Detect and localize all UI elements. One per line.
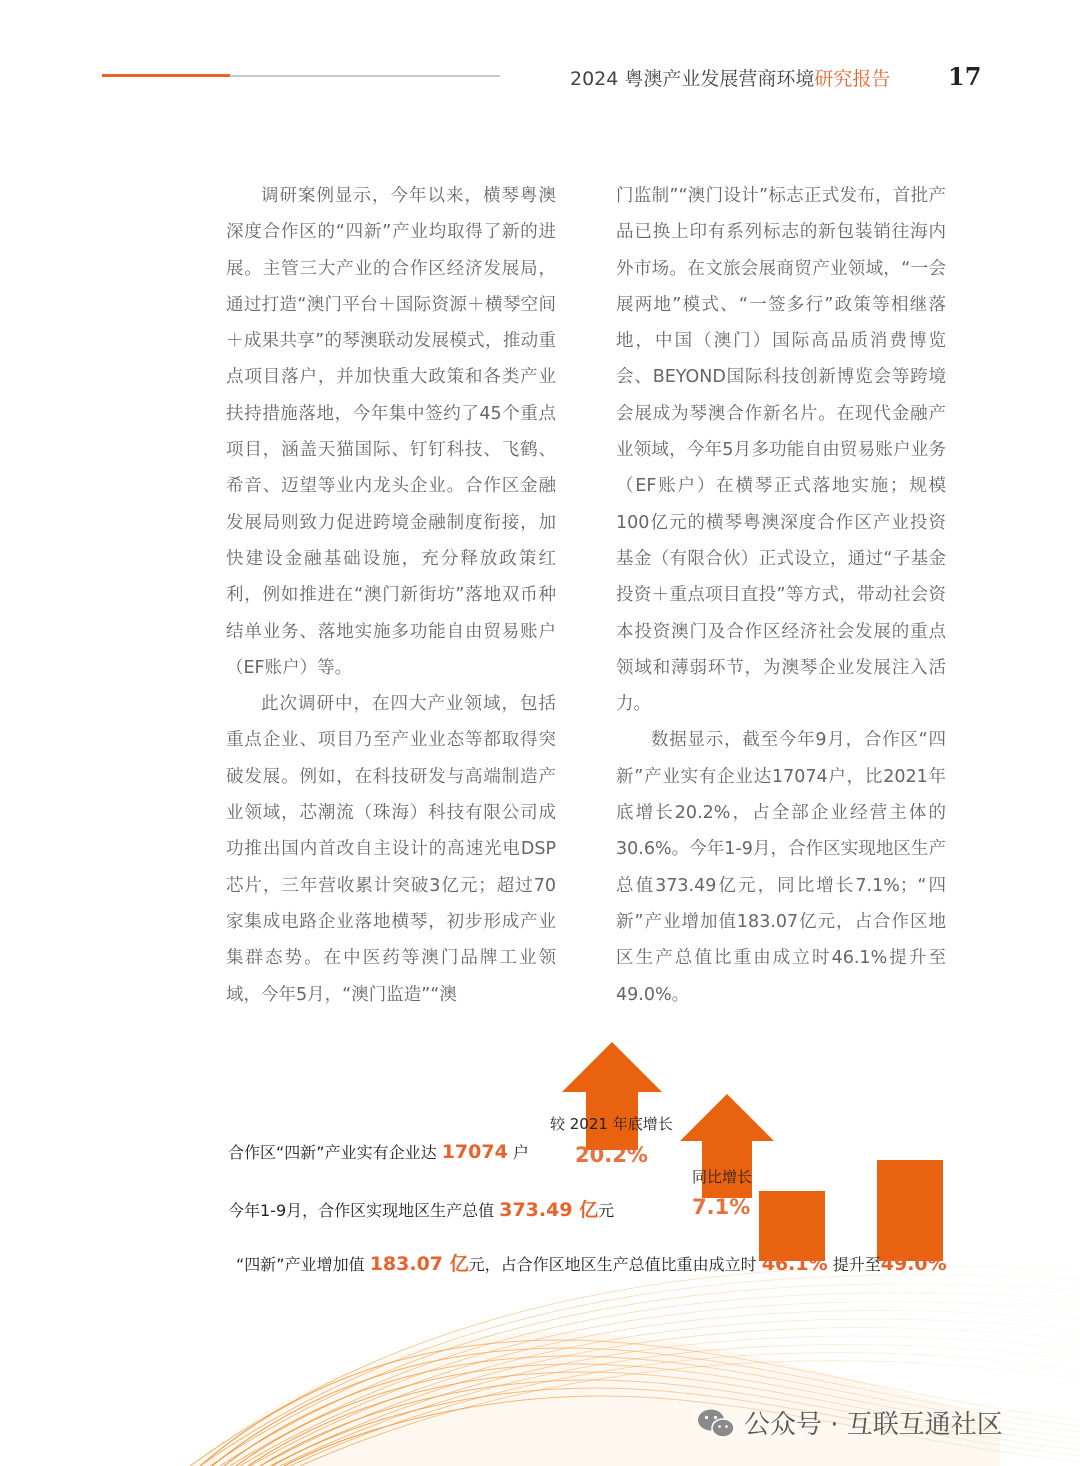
share-bar-after: [877, 1160, 943, 1261]
arrow-label-growth-since-2021: 较 2021 年底增长: [550, 1115, 673, 1133]
growth-value-20-2: 20.2%: [575, 1143, 648, 1167]
stat-gdp: 今年1-9月，合作区实现地区生产总值 373.49 亿元: [228, 1199, 615, 1221]
stat-enterprise-count: 合作区“四新”产业实有企业达 17074 户: [228, 1141, 529, 1163]
paragraph: 调研案例显示，今年以来，横琴粤澳深度合作区的“四新”产业均取得了新的进展。主管三大产业的合作区经济发展局，通过打造“澳门平台＋国际资源＋横琴空间＋成果共享”的琴澳联动发展模式，推动重点项目落户，并加快重大政策和各类产业扶持措施落地，今年集中签约了45个重点项目，涵盖天猫国际、钉钉科技、飞鹤、希音、迈望等业内龙头企业。合作区金融发展局则致力促进跨境金融制度衔接，加快建设金融基础设施，充分释放政策红利，例如推进在“澳门新街坊”落地双币种结单业务、落地实施多功能自由贸易账户（EF账户）等。: [226, 186, 556, 678]
paragraph: 此次调研中，在四大产业领域，包括重点企业、项目乃至产业业态等都取得突破发展。例如，在科技研发与高端制造产业领域，芯潮流（珠海）科技有限公司成功推出国内首改自主设计的高速光电DSP芯片，三年营收累计突破3亿元；超过70家集成电路企业落地横琴，初步形成产业集群态势。在中医药等澳门品牌工业领域，今年5月，“澳门监造”“澳: [226, 694, 556, 1005]
wechat-icon: [696, 1407, 736, 1439]
page-number: 17: [948, 62, 982, 91]
report-title: 2024 粤澳产业发展营商环境研究报告: [570, 68, 891, 90]
paragraph-continued: 门监制”“澳门设计”标志正式发布，首批产品已换上印有系列标志的新包装销往海内外市场。在文旅会展商贸产业领域，“一会展两地”模式、“一签多行”政策等相继落地，中国（澳门）国际高品质消费博览会、BEYOND国际科技创新博览会等跨境会展成为琴澳合作新名片。在现代金融产业领域，今年5月多功能自由贸易账户业务（EF账户）在横琴正式落地实施；规模100亿元的横琴粤澳深度合作区产业投资基金（有限合伙）正式设立，通过“子基金投资＋重点项目直投”等方式，带动社会资本投资澳门及合作区经济社会发展的重点领域和薄弱环节，为澳琴企业发展注入活力。: [616, 186, 946, 715]
arrow-label-yoy-growth: 同比增长: [692, 1168, 753, 1186]
paragraph: 数据显示，截至今年9月，合作区“四新”产业实有企业达17074户，比2021年底增长20.2%，占全部企业经营主体的30.6%。今年1-9月，合作区实现地区生产总值373.49亿元，同比增长7.1%；“四新”产业增加值183.07亿元，占合作区地区生产总值比重由成立时46.1%提升至49.0%。: [616, 730, 946, 1005]
stat-added-value: “四新”产业增加值 183.07 亿元，占合作区地区生产总值比重由成立时 46.1% 提升至49.0%: [236, 1253, 947, 1275]
watermark-text: 公众号 · 互联互通社区: [744, 1410, 1003, 1440]
growth-value-7-1: 7.1%: [692, 1195, 751, 1219]
watermark: [696, 1404, 1003, 1441]
